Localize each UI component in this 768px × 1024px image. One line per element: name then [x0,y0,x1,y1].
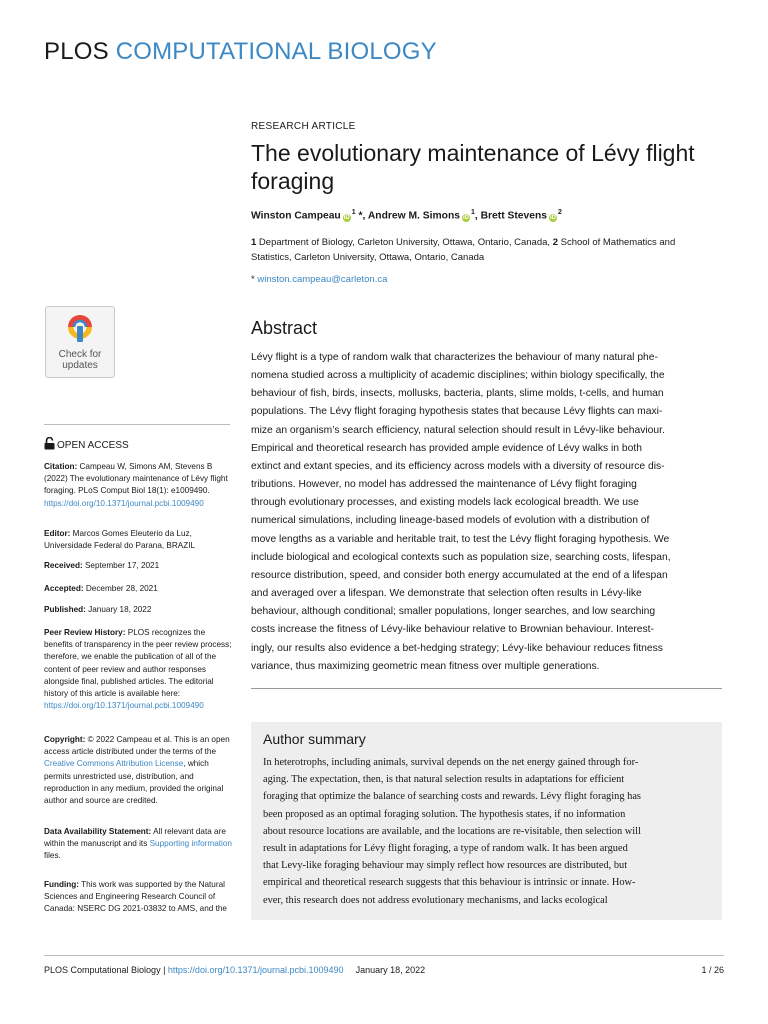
license-link[interactable]: Creative Commons Attribution License [44,759,184,769]
peer-review-doi-link[interactable]: https://doi.org/10.1371/journal.pcbi.1009490 [44,701,204,711]
abstract-divider [251,688,722,689]
orcid-icon[interactable]: iD [462,215,469,222]
check-for-updates-icon [65,312,95,346]
received-date: September 17, 2021 [84,561,160,570]
author-name[interactable]: Brett Stevens [480,210,547,222]
data-availability-label: Data Availability Statement: [44,827,152,836]
citation-doi-link[interactable]: https://doi.org/10.1371/journal.pcbi.1009490 [44,498,204,508]
summary-line: that Levy-like foraging behaviour may simply reflect how resources are distributed, but [263,860,628,872]
journal-header [44,38,437,66]
copyright-label: Copyright: [44,735,86,744]
orcid-icon[interactable]: iD [550,215,556,222]
journal-name: COMPUTATIONAL BIOLOGY [115,38,437,65]
footer-journal: PLOS Computational Biology | [44,965,166,975]
abstract-line: Lévy flight is a type of random walk that characterizes the behaviour of many natural phe- [251,352,658,363]
author-list: Winston Campeau $iD^1$ *, Andrew M. Simons $iD^1$, Brett Stevens $iD^2$ [251,209,562,222]
abstract-line: populations. The Lévy flight foraging hypothesis states that because Lévy flights can maxi- [251,406,663,418]
open-access-label [44,437,129,451]
data-availability-text-continued: files. [44,851,61,861]
affiliation-number: 2 [552,237,558,248]
abstract-line: variance, thus maximizing geometric mean fitness over multiple generations. [251,660,600,672]
received-block [44,560,234,572]
received-label: Received: [44,561,83,570]
abstract-line: mize an organism’s search efficiency, natural selection should result in Lévy-like behaviour. [251,424,665,436]
author-summary-heading: Author summary [263,731,366,747]
article-title: The evolutionary maintenance of Lévy flight foraging [251,140,695,194]
summary-line: foraging that optimize the balance of searching costs and rewards. Lévy flight foraging has [263,791,641,803]
left-column-divider [44,424,230,425]
summary-line: aging. The expectation, then, is that natural selection results in adaptations for efficient [263,774,625,786]
check-for-updates-badge[interactable] [45,306,115,378]
affiliation-text: Department of Biology, Carleton University, Ottawa, Ontario, Canada, [256,237,553,248]
orcid-icon[interactable]: iD [343,215,350,222]
abstract-line: extinct and extant species, and its efficiency across models with a diversity of resource dis- [251,460,665,472]
citation-block [44,461,234,510]
peer-review-block [44,627,234,712]
supporting-information-link[interactable]: Supporting information [149,839,232,849]
author-name[interactable]: Winston Campeau [251,210,341,222]
affiliation-number: 1 [251,237,257,248]
author-affiliation-number: 1 [470,209,475,216]
citation-label: Citation: [44,462,78,471]
abstract-line: nomena studied across a multiplicity of academic disciplines; within biology specifically, the [251,370,665,382]
summary-line: empirical and theoretical research suggests that this behaviour is intrinsic or innate. How- [263,877,636,889]
abstract-line: through evolutionary processes, and existing models lack ecological breadth. We use [251,497,639,509]
summary-line: ever, this research does not address evolutionary mechanisms, and lacks ecological [263,894,608,906]
citation-text: Campeau W, Simons AM, Stevens B (2022) The evolutionary maintenance of Lévy flight foraging. PLoS Comput Biol 18(1): e1009490. [44,462,228,496]
abstract-line: tributions. However, no model has addressed the maintenance of Lévy flight foraging [251,479,637,491]
summary-line: In heterotrophs, including animals, survival depends on the net energy gained through for- [263,757,639,768]
page-footer [44,965,724,975]
editor-label: Editor: [44,529,71,538]
editor-block [44,528,234,552]
funding-block [44,879,234,916]
author-name[interactable]: Andrew M. Simons [367,210,460,222]
journal-plos: PLOS [44,38,109,65]
published-date: January 18, 2022 [88,605,152,614]
open-access-text: OPEN ACCESS [57,440,129,451]
data-availability-block [44,826,234,863]
abstract-line: resource distribution, speed, and consider both energy accumulated at the end of a lifespan [251,569,668,581]
summary-line: result in adaptations for Lévy flight foraging, a type of random walk. It has been argued [263,843,628,855]
author-summary-box [251,722,722,920]
footer-divider [44,955,724,956]
author-affiliation-number: 1 [351,209,356,216]
check-for-updates-label [46,350,114,371]
peer-review-label: Peer Review History: [44,628,126,637]
copyright-text: © 2022 Campeau et al. This is an open access article distributed under the terms of the [44,735,230,757]
accepted-date: December 28, 2021 [85,584,158,593]
published-label: Published: [44,605,86,614]
abstract-line: ingly, our results also evidence a bet-hedging strategy; Lévy-like behaviour reduces fitness [251,642,663,654]
article-type: RESEARCH ARTICLE [251,121,356,132]
page-number: 1 / 26 [701,965,724,975]
copyright-block [44,734,234,807]
affiliations [251,235,701,265]
abstract-line: and averaged over a lifespan. We demonstrate that selection often results in Lévy-like [251,588,642,600]
abstract-heading: Abstract [251,318,318,338]
corresponding-email [251,274,387,285]
author-summary-body [263,754,715,909]
summary-line: been proposed as an optimal foraging solution. The hypothesis states, if no information [263,808,626,820]
email-mark: * [251,274,255,285]
abstract-body [251,349,721,676]
copyright-text-continued: , which permits unrestricted use, distribution, and reproduction in any medium, provided the original author and source are credited. [44,759,224,806]
footer-date: January 18, 2022 [355,965,426,975]
funding-label: Funding: [44,880,80,889]
abstract-line: numerical simulations, including lineage-based models of evolution with a distribution of [251,515,650,527]
published-block [44,604,234,616]
badge-line: updates [62,359,98,371]
abstract-line: include biological and ecological contexts such as population size, searching costs, lifespan, [251,551,671,563]
footer-doi-link[interactable]: https://doi.org/10.1371/journal.pcbi.1009490 [167,965,344,975]
accepted-label: Accepted: [44,584,84,593]
peer-review-text: PLOS recognizes the benefits of transparency in the peer review process; therefore, we enable the publication of all of the content of peer review and author responses alongside final, published articles. The editorial history of this article is available here: [44,628,232,699]
editor-text: Marcos Gomes Eleuterio da Luz, Universidade Federal do Parana, BRAZIL [44,529,196,551]
abstract-line: Empirical and theoretical research has provided ample evidence of Lévy walks in both [251,442,642,454]
abstract-line: move lengths as a variable and heritable trait, to test the Lévy flight foraging hypothesis. We [251,533,670,545]
abstract-line: behaviour, although conditional; smaller populations, longer searches, and low searching [251,606,656,618]
affiliation-text: School of Mathematics and Statistics, Carleton University, Ottawa, Ontario, Canada [251,237,676,263]
funding-text: This work was supported by the Natural Sciences and Engineering Research Council of Canada: NSERC DG 2021-03832 to AMS, and the [44,880,227,914]
open-lock-icon [44,437,55,450]
summary-line: about resource locations are available, and the locations are re-visitable, then selection will [263,825,641,837]
data-availability-text: All relevant data are within the manuscript and its [44,827,226,849]
accepted-block [44,583,234,595]
abstract-line: costs increase the fitness of Lévy-like behaviour relative to Brownian behaviour. Interest- [251,624,654,636]
email-link[interactable]: winston.campeau@carleton.ca [257,274,388,285]
corresponding-author-mark: * [355,210,363,222]
abstract-line: behaviour of fish, birds, insects, mollusks, bacteria, plants, slime molds, t-cells, and human [251,388,664,400]
badge-line: Check for [58,349,102,360]
author-affiliation-number: 2 [558,209,562,216]
